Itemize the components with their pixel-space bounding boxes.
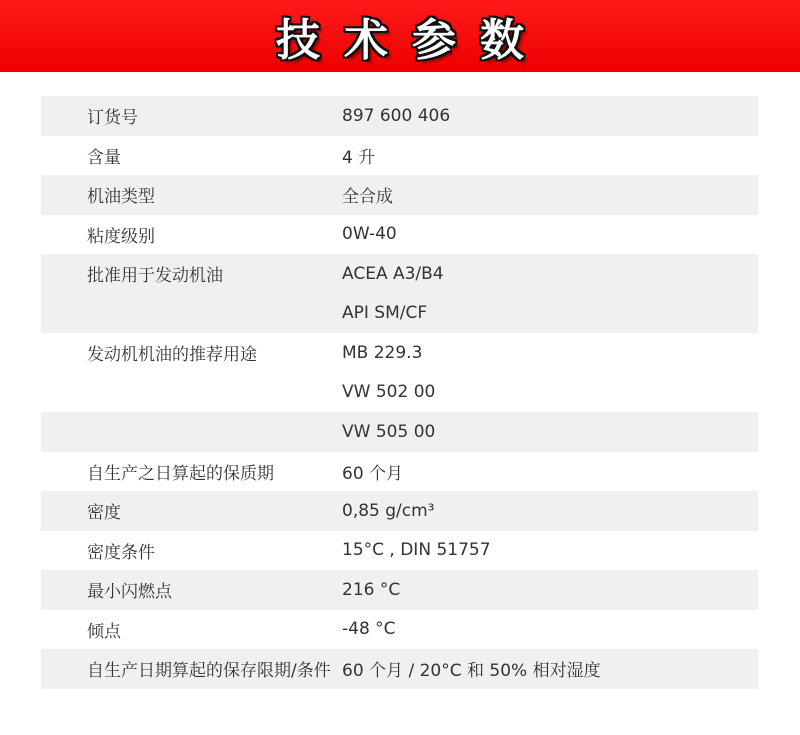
- spec-table: [41, 96, 758, 689]
- spec-label: 最小闪燃点: [87, 582, 172, 603]
- spec-value: MB 229.3: [342, 342, 423, 363]
- spec-label: 粘度级别: [87, 226, 155, 247]
- spec-row: [41, 649, 758, 689]
- spec-row: [41, 570, 758, 610]
- spec-row: [41, 136, 758, 176]
- spec-row: [41, 373, 758, 413]
- spec-row: [41, 610, 758, 650]
- spec-label: 含量: [87, 147, 121, 168]
- spec-value: 60 个月 / 20°C 和 50% 相对湿度: [342, 661, 601, 682]
- spec-label: 机油类型: [87, 187, 155, 208]
- spec-value: API SM/CF: [342, 303, 428, 324]
- spec-value: 0W-40: [342, 224, 397, 245]
- spec-row: [41, 294, 758, 334]
- spec-value: -48 °C: [342, 619, 396, 640]
- spec-label: 自生产日期算起的保存限期/条件: [87, 661, 331, 682]
- spec-row: [41, 491, 758, 531]
- spec-row: [41, 96, 758, 136]
- spec-row: [41, 254, 758, 294]
- spec-value: 897 600 406: [342, 105, 451, 126]
- spec-value: 216 °C: [342, 579, 401, 600]
- spec-row: [41, 215, 758, 255]
- spec-label: 发动机机油的推荐用途: [87, 345, 257, 366]
- spec-label: 自生产之日算起的保质期: [87, 463, 274, 484]
- title-banner: [0, 0, 800, 72]
- spec-row: [41, 531, 758, 571]
- spec-row: [41, 175, 758, 215]
- spec-row: [41, 333, 758, 373]
- spec-value: 4 升: [342, 147, 376, 168]
- banner-title: 技术参数: [276, 15, 548, 66]
- spec-label: 密度: [87, 503, 121, 524]
- spec-row: [41, 452, 758, 492]
- spec-value: VW 505 00: [342, 421, 436, 442]
- spec-value: ACEA A3/B4: [342, 263, 444, 284]
- spec-value: 全合成: [342, 187, 393, 208]
- spec-label: 订货号: [87, 108, 138, 129]
- spec-value: 0,85 g/cm³: [342, 500, 435, 521]
- spec-label: 密度条件: [87, 542, 155, 563]
- spec-value: 60 个月: [342, 463, 404, 484]
- spec-row: [41, 412, 758, 452]
- spec-value: VW 502 00: [342, 382, 436, 403]
- spec-label: 批准用于发动机油: [87, 266, 223, 287]
- spec-label: 倾点: [87, 621, 121, 642]
- spec-value: 15°C , DIN 51757: [342, 540, 491, 561]
